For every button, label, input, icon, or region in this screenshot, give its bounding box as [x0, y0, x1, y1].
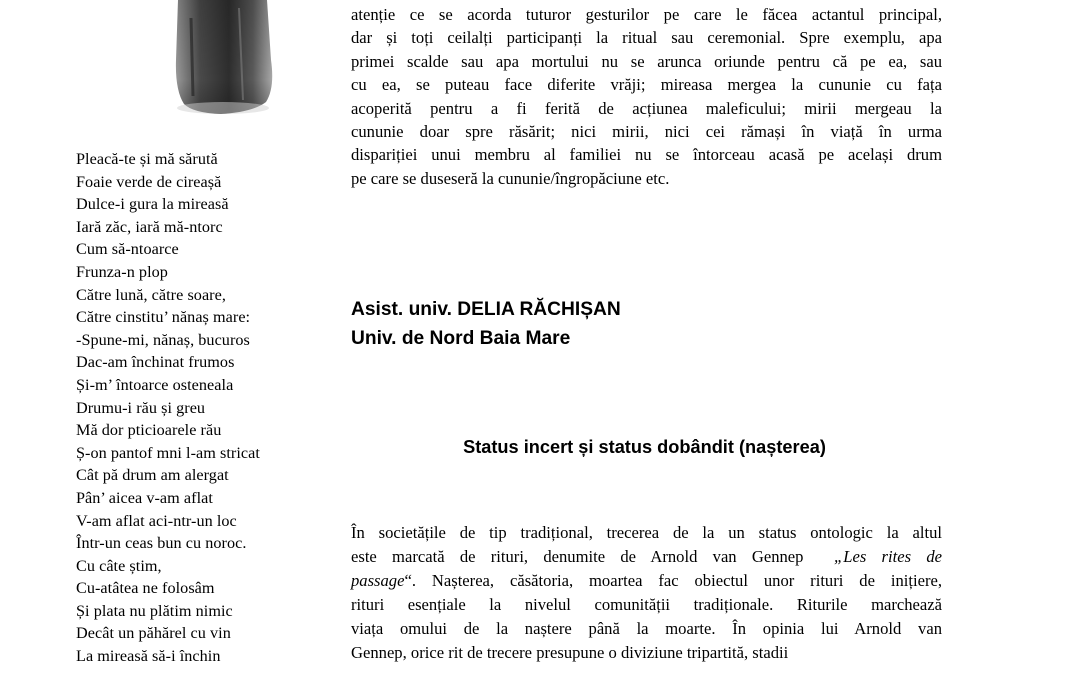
author-affiliation: Univ. de Nord Baia Mare	[351, 328, 571, 349]
poem-line: Dulce-i gura la mireasă	[76, 195, 229, 214]
text-line-with-citation	[351, 569, 942, 593]
text-line: acoperită pentru a fi ferită de acțiunea maleficului; mirii mergeau la	[351, 98, 942, 118]
text-line: cununie doar spre răsărit; nici mirii, nici cei rămași în viață în urma	[351, 121, 942, 141]
poem-line: Și plata nu plătim nimic	[76, 601, 233, 620]
text-line: rituri esențiale la nivelul comunității tradiționale. Riturile marchează	[351, 595, 942, 615]
text-line: dar și toți ceilalți participanți la ritual sau ceremonial. Spre exemplu, apa	[351, 28, 942, 48]
text-line: cu ea, se puteau face diferite vrăji; mireasa mergea la cununie cu fața	[351, 75, 942, 95]
article-title-text: Status incert și status dobândit (nașterea)	[463, 437, 826, 457]
poem-line: Cu-atâtea ne folosâm	[76, 579, 215, 598]
poem-line: Ș-on pantof mni l-am stricat	[76, 443, 260, 462]
poem-line: Dac-am închinat frumos	[76, 353, 235, 372]
text-segment: este marcată de rituri, denumite de Arnold van Gennep	[351, 547, 804, 567]
text-line-with-citation	[351, 545, 942, 569]
text-line: atenție ce se acorda tuturor gesturilor pe care le făcea actantul principal,	[351, 5, 942, 24]
text-line: pe care se duseseră la cununie/îngropăciune etc.	[351, 168, 670, 188]
poem-line: -Spune-mi, nănaș, bucuros	[76, 330, 250, 349]
book-title: passage	[351, 571, 405, 591]
poem-line: Pleacă-te și mă sărută	[76, 150, 218, 168]
poem-line: La mireasă să-i închin	[76, 647, 221, 666]
poem-line: Mă dor pticioarele rău	[76, 421, 222, 440]
poem-line: Și-m’ întoarce osteneala	[76, 375, 234, 394]
text-line: viața omului de la naștere până la moarte. În opinia lui Arnold van	[351, 619, 942, 639]
book-title: „Les rites de	[834, 547, 942, 567]
poem-line: Cum să-ntoarce	[76, 240, 179, 259]
text-line: În societățile de tip tradițional, trecerea de la un status ontologic la altul	[351, 523, 942, 542]
article-paragraph	[351, 521, 942, 666]
poem-verses	[76, 148, 336, 668]
author-block	[351, 295, 621, 353]
continuation-paragraph	[351, 3, 942, 190]
poem-line: Drumu-i rău și greu	[76, 398, 206, 417]
poem-line: V-am aflat aci-ntr-un loc	[76, 511, 237, 530]
poem-line: Către cinstitu’ nănaș mare:	[76, 308, 251, 327]
text-line: dispariției unui membru al familiei nu se întorceau acasă pe același drum	[351, 145, 942, 165]
poem-line: Cât pă drum am alergat	[76, 466, 229, 485]
author-name: Asist. univ. DELIA RĂCHIȘAN	[351, 299, 621, 320]
artifact-photo	[135, 0, 315, 135]
text-line: Gennep, orice rit de trecere presupune o diviziune tripartită, stadii	[351, 643, 789, 663]
poem-line: Foaie verde de cireașă	[76, 172, 222, 191]
poem-line: Către lună, către soare,	[76, 285, 226, 304]
text-line: primei scalde sau apa mortului nu se arunca oriunde pentru că pe ea, sau	[351, 51, 942, 71]
article-title	[351, 435, 942, 459]
poem-line: Cu câte știm,	[76, 556, 162, 575]
poem-line: Într-un ceas bun cu noroc.	[76, 534, 247, 553]
poem-line: Iară zăc, iară mă-ntorc	[76, 217, 223, 236]
poem-line: Decât un păhărel cu vin	[76, 624, 231, 643]
poem-line: Pân’ aicea v-am aflat	[76, 488, 213, 507]
text-segment: “. Nașterea, căsătoria, moartea fac obiectul unor rituri de inițiere,	[404, 571, 942, 591]
poem-line: Frunza-n plop	[76, 262, 168, 281]
